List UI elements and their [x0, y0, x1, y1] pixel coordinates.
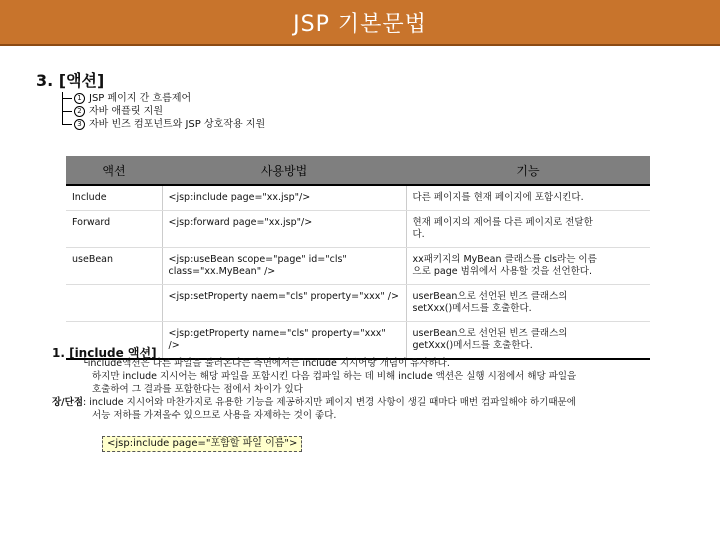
usage-line: class="xx.MyBean" />	[168, 266, 276, 277]
table-row	[66, 248, 650, 285]
pros-cons-label: 장/단점	[52, 397, 84, 408]
section-heading: 3. [액션]	[36, 71, 105, 90]
number-badge: 1	[74, 93, 85, 104]
description-line: 호출하여 그 결과를 포함한다는 점에서 차이가 있다	[92, 384, 303, 395]
usage-cell	[162, 211, 406, 248]
usage-cell	[162, 248, 406, 285]
outline-item	[60, 105, 265, 118]
code-example: <jsp:include page="포함할 파일 이름">	[102, 436, 302, 452]
action-cell	[66, 285, 162, 322]
function-line: setXxx()메서드를 호출한다.	[412, 303, 532, 314]
outline-text: JSP 페이지 간 흐름제어	[89, 93, 192, 104]
usage-line: <jsp:useBean scope="page" id="cls"	[168, 254, 347, 265]
function-line: 다른 페이지를 현재 페이지에 포함시킨다.	[412, 192, 584, 203]
action-table	[66, 156, 650, 360]
usage-cell	[162, 322, 406, 360]
usage-cell	[162, 285, 406, 322]
pros-cons	[52, 396, 712, 422]
column-header: 기능	[406, 156, 650, 185]
description-line: 하지만 include 지시어는 해당 파일을 포함시킨 다음 컴파일 하는 데 비해 include 액션은 실행 시점에서 해당 파일을	[92, 371, 577, 382]
tree-branch-icon	[60, 105, 74, 118]
table-header-row	[66, 156, 650, 185]
action-cell: useBean	[66, 248, 162, 285]
function-cell	[406, 185, 650, 211]
function-line: 다.	[412, 229, 425, 240]
function-line: 현재 페이지의 제어를 다른 페이지로 전달한	[412, 217, 593, 228]
outline-text: 자바 빈즈 컴포넌트와 JSP 상호작용 지원	[89, 119, 266, 130]
pros-cons-line	[52, 396, 712, 409]
table-row	[66, 211, 650, 248]
function-cell	[406, 285, 650, 322]
function-line: 으로 page 범위에서 사용할 것을 선언한다.	[412, 266, 593, 277]
title-bar	[0, 0, 720, 46]
pros-cons-line: 서능 저하를 가져올수 있으므로 사용을 자제하는 것이 좋다.	[92, 410, 337, 421]
function-line: getXxx()메서드를 호출한다.	[412, 340, 533, 351]
function-cell	[406, 211, 650, 248]
function-line: userBean으로 선언된 빈즈 클래스의	[412, 328, 568, 339]
number-badge: 3	[74, 119, 85, 130]
tree-branch-icon	[60, 118, 74, 131]
outline-list	[60, 92, 265, 131]
outline-item	[60, 118, 265, 131]
description-line: └include액션은 다른 파일을 불러온다는 측면에서는 include 지시어랑 개념이 유사하다.	[82, 358, 450, 369]
table-row	[66, 285, 650, 322]
function-line: xx패키지의 MyBean 클래스를 cls라는 이름	[412, 254, 597, 265]
usage-line: <jsp:forward page="xx.jsp"/>	[168, 217, 313, 228]
page-title: JSP 기본문법	[293, 11, 427, 37]
outline-item	[60, 92, 265, 105]
usage-line: <jsp:include page="xx.jsp"/>	[168, 192, 311, 203]
function-cell	[406, 322, 650, 360]
tree-branch-icon	[60, 92, 74, 105]
function-line: userBean으로 선언된 빈즈 클래스의	[412, 291, 568, 302]
usage-line: <jsp:getProperty name="cls" property="xxx" />	[168, 328, 386, 351]
include-description	[82, 357, 702, 396]
action-cell: Include	[66, 185, 162, 211]
function-cell	[406, 248, 650, 285]
usage-line: <jsp:setProperty naem="cls" property="xxx" />	[168, 291, 399, 302]
column-header: 액션	[66, 156, 162, 185]
usage-cell	[162, 185, 406, 211]
column-header: 사용방법	[162, 156, 406, 185]
number-badge: 2	[74, 106, 85, 117]
table-row	[66, 185, 650, 211]
include-heading: 1. [include 액션]	[52, 346, 157, 360]
action-cell: Forward	[66, 211, 162, 248]
pros-cons-text: : include 지시어와 마찬가지로 유용한 기능을 제공하지만 페이지 변경 사항이 생길 때마다 매번 컴파일해야 하기때문에	[83, 397, 576, 408]
outline-text: 자바 애플릿 지원	[89, 106, 163, 117]
